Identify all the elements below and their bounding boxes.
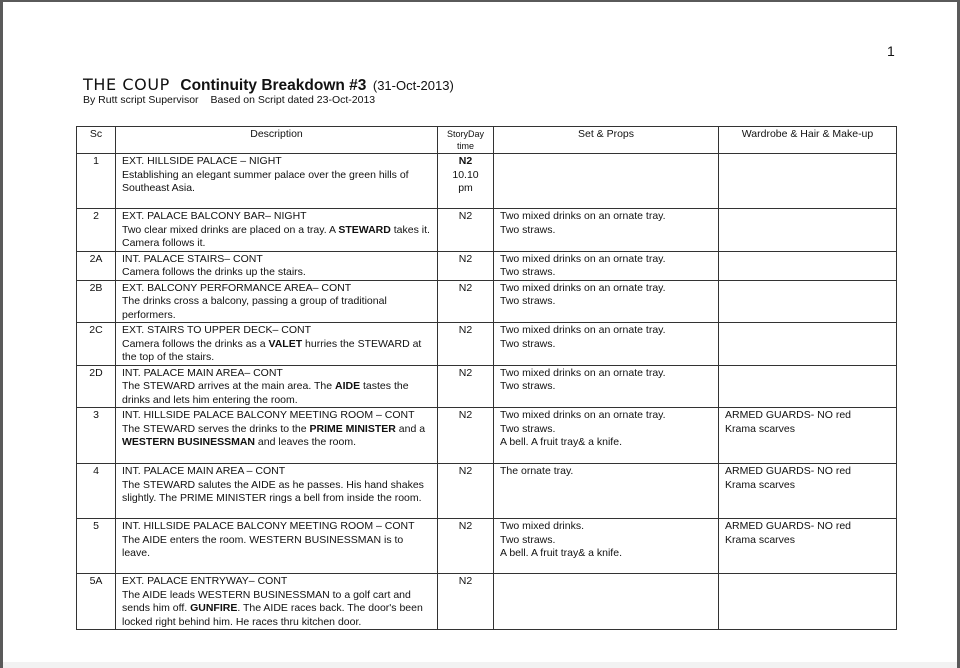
prop-item: Two straws.	[500, 295, 556, 307]
column-header-wardrobe: Wardrobe & Hair & Make-up	[719, 127, 897, 154]
scene-action	[122, 224, 431, 251]
action-text: The STEWARD serves the drinks to the	[122, 422, 310, 435]
story-day-time	[438, 365, 494, 408]
action-text: . The AIDE races back. The door's been locked right behind him. He races thru kitchen door.	[122, 602, 423, 628]
wardrobe-note: Krama scarves	[725, 533, 796, 546]
character-name: GUNFIRE	[190, 602, 238, 614]
scene-heading: EXT. HILLSIDE PALACE – NIGHT	[122, 155, 282, 167]
table-row	[77, 464, 897, 519]
action-text: The STEWARD arrives at the main area. The	[122, 380, 335, 392]
scene-heading: INT. PALACE MAIN AREA– CONT	[122, 366, 283, 379]
story-day-time	[438, 251, 494, 280]
story-day: N2	[458, 520, 473, 532]
prop-item: Two straws.	[500, 422, 556, 435]
character-name: PRIME MINISTER	[309, 422, 396, 435]
action-text: tastes the drinks and lets him entering the room.	[122, 380, 409, 406]
story-day-time	[438, 519, 494, 574]
set-props	[494, 365, 719, 408]
prop-item: Two straws.	[500, 533, 556, 546]
scene-action	[122, 380, 431, 407]
action-text: Camera follows the drinks up the stairs.	[122, 266, 306, 278]
scene-number: 5	[77, 519, 116, 574]
story-day: N2	[458, 210, 473, 222]
wardrobe-hair-makeup	[719, 280, 897, 323]
action-text: Two clear mixed drinks are placed on a tray. A	[122, 223, 339, 236]
prop-item: Two mixed drinks on an ornate tray.	[500, 281, 666, 294]
scene-description	[116, 209, 438, 252]
scene-description	[116, 365, 438, 408]
scene-heading: EXT. PALACE ENTRYWAY– CONT	[122, 575, 288, 587]
set-props	[494, 574, 719, 630]
story-day: N2	[458, 155, 473, 167]
prop-item: Two mixed drinks on an ornate tray.	[500, 366, 666, 379]
scene-heading: EXT. BALCONY PERFORMANCE AREA– CONT	[122, 281, 352, 294]
action-text: The STEWARD salutes the AIDE as he passes. His hand shakes slightly. The PRIME MINISTER rings a bell from inside the room.	[122, 478, 424, 504]
set-props	[494, 209, 719, 252]
scene-description	[116, 574, 438, 630]
action-text: takes it. Camera follows it.	[122, 223, 430, 249]
action-text: Establishing an elegant summer palace over the green hills of Southeast Asia.	[122, 168, 409, 194]
character-name: VALET	[268, 337, 303, 350]
scene-number: 2	[77, 209, 116, 252]
scene-heading: INT. HILLSIDE PALACE BALCONY MEETING ROOM – CONT	[122, 409, 415, 421]
prop-item: Two straws.	[500, 337, 556, 350]
script-date-info: Based on Script dated 23-Oct-2013	[210, 94, 376, 106]
story-time: 10.10	[452, 168, 479, 181]
prop-item: Two mixed drinks on an ornate tray.	[500, 210, 666, 222]
set-props	[494, 280, 719, 323]
prop-item: Two mixed drinks on an ornate tray.	[500, 252, 666, 265]
scene-number: 2A	[77, 251, 116, 280]
character-name: AIDE	[335, 380, 361, 392]
action-text: The AIDE leads WESTERN BUSINESSMAN to a golf cart and sends him off.	[122, 588, 411, 614]
scene-action	[122, 534, 431, 561]
table-header-row	[77, 127, 897, 154]
scene-number: 2D	[77, 365, 116, 408]
prop-item: Two straws.	[500, 380, 556, 392]
wardrobe-note: ARMED GUARDS- NO red	[725, 409, 852, 421]
document-subtitle	[83, 94, 375, 106]
page-number: 1	[887, 43, 895, 59]
scene-heading: EXT. PALACE BALCONY BAR– NIGHT	[122, 210, 307, 222]
window-frame-left	[0, 0, 3, 668]
table-row	[77, 408, 897, 464]
prop-item: Two mixed drinks.	[500, 520, 585, 532]
action-text: hurries the STEWARD at the top of the stairs.	[122, 337, 422, 363]
story-day-time	[438, 574, 494, 630]
story-day: N2	[458, 575, 473, 587]
action-text: The drinks cross a balcony, passing a group of traditional performers.	[122, 295, 387, 321]
column-header-set-props: Set & Props	[494, 127, 719, 154]
wardrobe-hair-makeup	[719, 408, 897, 464]
table-body	[77, 154, 897, 630]
window-frame-top	[0, 0, 960, 2]
scene-description	[116, 519, 438, 574]
wardrobe-note: ARMED GUARDS- NO red	[725, 520, 852, 532]
scene-description	[116, 464, 438, 519]
set-props	[494, 251, 719, 280]
wardrobe-note: Krama scarves	[725, 422, 796, 435]
story-day-time	[438, 464, 494, 519]
wardrobe-note: Krama scarves	[725, 478, 796, 491]
show-title: THE COUP	[83, 75, 170, 94]
table-row	[77, 251, 897, 280]
scene-action	[122, 295, 431, 322]
scene-number: 2C	[77, 323, 116, 366]
set-props	[494, 154, 719, 209]
wardrobe-hair-makeup	[719, 154, 897, 209]
table-row	[77, 323, 897, 366]
scene-heading: INT. PALACE STAIRS– CONT	[122, 252, 263, 265]
set-props	[494, 323, 719, 366]
column-header-storyday: StoryDay time	[438, 127, 494, 154]
scene-action	[122, 479, 431, 506]
table-row	[77, 154, 897, 209]
breakdown-date: (31-Oct-2013)	[372, 78, 454, 93]
scene-description	[116, 154, 438, 209]
scene-heading: INT. PALACE MAIN AREA – CONT	[122, 465, 286, 477]
scene-number: 1	[77, 154, 116, 209]
scene-description	[116, 408, 438, 464]
story-time: pm	[458, 182, 473, 194]
wardrobe-hair-makeup	[719, 519, 897, 574]
set-props	[494, 408, 719, 464]
scene-action	[122, 169, 431, 196]
scene-heading: EXT. STAIRS TO UPPER DECK– CONT	[122, 324, 312, 336]
wardrobe-hair-makeup	[719, 464, 897, 519]
scene-description	[116, 323, 438, 366]
character-name: STEWARD	[338, 223, 391, 236]
breakdown-title: Continuity Breakdown #3	[180, 77, 367, 94]
scene-description	[116, 280, 438, 323]
author-credit: By Rutt script Supervisor	[83, 94, 199, 106]
prop-item: Two mixed drinks on an ornate tray.	[500, 324, 666, 336]
action-text: and a	[395, 422, 426, 435]
prop-item: Two straws.	[500, 223, 556, 236]
story-day: N2	[458, 366, 473, 379]
story-day: N2	[458, 252, 473, 265]
scene-heading: INT. HILLSIDE PALACE BALCONY MEETING ROOM – CONT	[122, 520, 415, 532]
table-row	[77, 519, 897, 574]
table-row	[77, 280, 897, 323]
story-day: N2	[458, 465, 473, 477]
story-day-time	[438, 209, 494, 252]
prop-item: A bell. A fruit tray& a knife.	[500, 436, 622, 448]
action-text: The AIDE enters the room. WESTERN BUSINESSMAN is to leave.	[122, 533, 404, 559]
story-day: N2	[458, 281, 473, 294]
set-props	[494, 519, 719, 574]
story-day-time	[438, 280, 494, 323]
table-row	[77, 574, 897, 630]
wardrobe-hair-makeup	[719, 365, 897, 408]
scene-description	[116, 251, 438, 280]
story-day: N2	[458, 409, 473, 421]
table-row	[77, 209, 897, 252]
story-day-time	[438, 323, 494, 366]
action-text: Camera follows the drinks as a	[122, 337, 269, 350]
scene-number: 3	[77, 408, 116, 464]
table-row	[77, 365, 897, 408]
scene-action	[122, 338, 431, 365]
action-text: and leaves the room.	[255, 436, 356, 448]
wardrobe-hair-makeup	[719, 251, 897, 280]
story-day: N2	[458, 324, 473, 336]
wardrobe-hair-makeup	[719, 574, 897, 630]
story-day-time	[438, 408, 494, 464]
continuity-breakdown-table	[76, 126, 897, 630]
scene-number: 2B	[77, 280, 116, 323]
window-frame-bottom	[3, 662, 957, 668]
prop-item: The ornate tray.	[500, 465, 574, 477]
wardrobe-note: ARMED GUARDS- NO red	[725, 465, 852, 477]
scene-action	[122, 266, 431, 280]
character-name: WESTERN BUSINESSMAN	[122, 436, 256, 448]
prop-item: Two mixed drinks on an ornate tray.	[500, 409, 666, 421]
prop-item: Two straws.	[500, 266, 556, 278]
prop-item: A bell. A fruit tray& a knife.	[500, 547, 622, 559]
wardrobe-hair-makeup	[719, 323, 897, 366]
scene-number: 5A	[77, 574, 116, 630]
column-header-sc: Sc	[77, 127, 116, 154]
scene-number: 4	[77, 464, 116, 519]
story-day-time	[438, 154, 494, 209]
set-props	[494, 464, 719, 519]
wardrobe-hair-makeup	[719, 209, 897, 252]
scene-action	[122, 589, 431, 630]
document-title	[83, 75, 454, 95]
column-header-description: Description	[116, 127, 438, 154]
scene-action	[122, 423, 431, 450]
